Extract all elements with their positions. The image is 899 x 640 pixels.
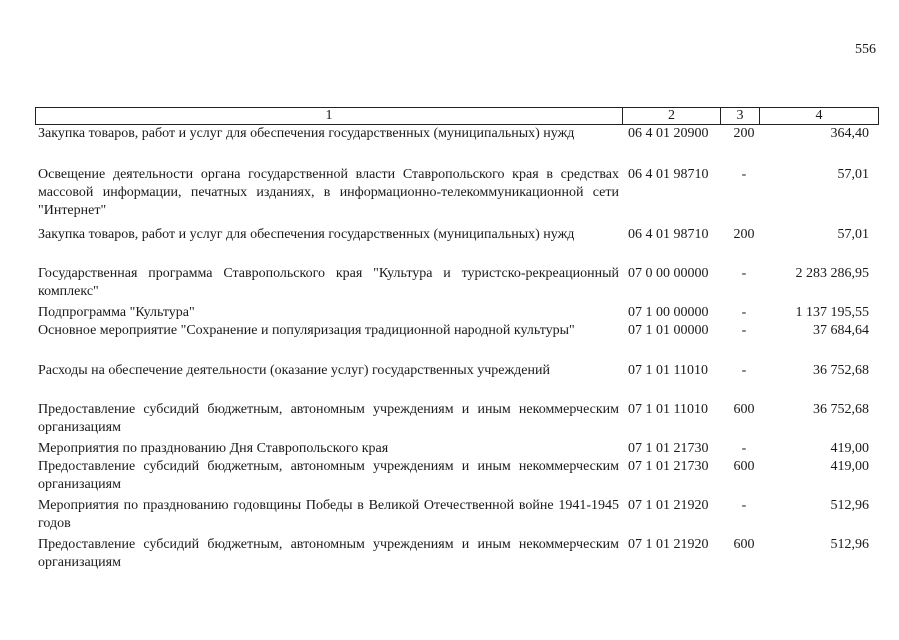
row-name: Государственная программа Ставропольского края "Культура и туристско-рекреационный комплекс" [38, 266, 619, 299]
row-code: 06 4 01 20900 [628, 126, 709, 141]
row-code: 07 1 01 21920 [628, 537, 709, 552]
row-code: 06 4 01 98710 [628, 167, 709, 182]
row-amount: 419,00 [830, 459, 869, 474]
row-name: Основное мероприятие "Сохранение и популяризация традиционной народной культуры" [38, 323, 575, 338]
row-type: 600 [733, 537, 755, 552]
row-type: 600 [733, 459, 755, 474]
page-number: 556 [855, 42, 876, 57]
row-type: 200 [733, 126, 755, 141]
row-amount: 512,96 [830, 498, 869, 513]
row-amount: 2 283 286,95 [795, 266, 869, 281]
row-code: 07 1 01 21920 [628, 498, 709, 513]
row-amount: 57,01 [837, 167, 869, 182]
row-type: - [741, 305, 747, 320]
row-type: 200 [733, 227, 755, 242]
row-name: Закупка товаров, работ и услуг для обеспечения государственных (муниципальных) нужд [38, 126, 575, 141]
header-col-2: 2 [623, 108, 721, 125]
row-type: - [741, 323, 747, 338]
header-col-1: 1 [36, 108, 623, 125]
row-code: 07 1 00 00000 [628, 305, 709, 320]
row-type: 600 [733, 402, 755, 417]
row-type: - [741, 498, 747, 513]
row-code: 07 1 01 21730 [628, 459, 709, 474]
row-code: 07 0 00 00000 [628, 266, 709, 281]
row-name: Освещение деятельности органа государственной власти Ставропольского края в средствах массовой информации, печатных изданиях, в информационно-телекоммуникационной сети "Интернет" [38, 167, 619, 218]
row-code: 07 1 01 21730 [628, 441, 709, 456]
row-name: Предоставление субсидий бюджетным, автономным учреждениям и иным некоммерческим организациям [38, 537, 619, 570]
row-type: - [741, 266, 747, 281]
row-name: Предоставление субсидий бюджетным, автономным учреждениям и иным некоммерческим организациям [38, 402, 619, 435]
header-col-3: 3 [721, 108, 760, 125]
row-amount: 419,00 [830, 441, 869, 456]
table-header [35, 107, 879, 125]
row-name: Мероприятия по празднованию годовщины Победы в Великой Отечественной войне 1941-1945 годов [38, 498, 619, 531]
row-amount: 1 137 195,55 [795, 305, 869, 320]
row-name: Расходы на обеспечение деятельности (оказание услуг) государственных учреждений [38, 363, 550, 378]
row-amount: 36 752,68 [813, 363, 869, 378]
row-type: - [741, 441, 747, 456]
row-name: Мероприятия по празднованию Дня Ставропольского края [38, 441, 389, 456]
row-amount: 512,96 [830, 537, 869, 552]
row-code: 07 1 01 11010 [628, 402, 708, 417]
row-name: Предоставление субсидий бюджетным, автономным учреждениям и иным некоммерческим организациям [38, 459, 619, 492]
row-type: - [741, 363, 747, 378]
row-code: 06 4 01 98710 [628, 227, 709, 242]
row-code: 07 1 01 11010 [628, 363, 708, 378]
header-col-4: 4 [760, 108, 879, 125]
row-amount: 37 684,64 [813, 323, 869, 338]
row-name: Подпрограмма "Культура" [38, 305, 195, 320]
row-code: 07 1 01 00000 [628, 323, 709, 338]
row-type: - [741, 167, 747, 182]
row-name: Закупка товаров, работ и услуг для обеспечения государственных (муниципальных) нужд [38, 227, 575, 242]
row-amount: 57,01 [837, 227, 869, 242]
row-amount: 364,40 [830, 126, 869, 141]
row-amount: 36 752,68 [813, 402, 869, 417]
